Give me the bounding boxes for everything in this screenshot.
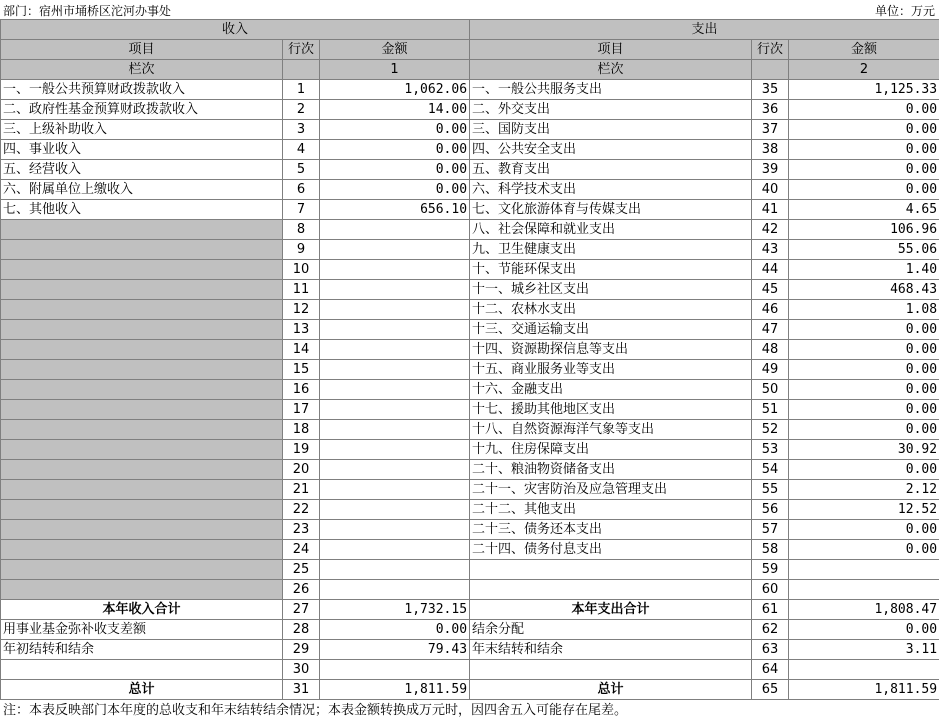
expense-amount: 0.00: [789, 320, 939, 340]
expense-amount: 0.00: [789, 540, 939, 560]
table-row: [1, 80, 939, 100]
expense-line-no: 39: [752, 160, 789, 180]
table-row: [1, 480, 939, 500]
income-line-no: 3: [283, 120, 320, 140]
income-amount: 14.00: [320, 100, 470, 120]
column-header-row: [1, 40, 939, 60]
income-line-no: 19: [283, 440, 320, 460]
report-header: [0, 0, 939, 19]
income-item: [1, 560, 283, 580]
expense-item: 二十、粮油物资储备支出: [470, 460, 752, 480]
expense-item: 十七、援助其他地区支出: [470, 400, 752, 420]
income-amount: [320, 380, 470, 400]
expense-amount: 0.00: [789, 100, 939, 120]
expense-item: 四、公共安全支出: [470, 140, 752, 160]
income-column-index-label: 栏次: [1, 60, 283, 80]
income-amount: [320, 360, 470, 380]
income-amount: 0.00: [320, 120, 470, 140]
table-row: [1, 300, 939, 320]
expense-amount: 1,125.33: [789, 80, 939, 100]
expense-line-no: 54: [752, 460, 789, 480]
adjustment-row: [1, 660, 939, 680]
table-row: [1, 320, 939, 340]
expense-line-no: 40: [752, 180, 789, 200]
income-amount: [320, 420, 470, 440]
expense-item: 十九、住房保障支出: [470, 440, 752, 460]
expense-line-no: 64: [752, 660, 789, 680]
expense-line-header: 行次: [752, 40, 789, 60]
income-item: [1, 320, 283, 340]
income-line-no: 6: [283, 180, 320, 200]
income-subtotal-label: 本年收入合计: [1, 600, 283, 620]
expense-line-no: 38: [752, 140, 789, 160]
expense-item: 九、卫生健康支出: [470, 240, 752, 260]
income-item-header: 项目: [1, 40, 283, 60]
expense-line-no: 58: [752, 540, 789, 560]
table-row: [1, 180, 939, 200]
section-header-row: [1, 20, 939, 40]
expense-item: 十四、资源勘探信息等支出: [470, 340, 752, 360]
income-column-index-blank: [283, 60, 320, 80]
expense-amount: 468.43: [789, 280, 939, 300]
income-line-no: 7: [283, 200, 320, 220]
expense-line-no: 50: [752, 380, 789, 400]
income-subtotal-line-no: 27: [283, 600, 320, 620]
income-line-no: 5: [283, 160, 320, 180]
expense-item: 十五、商业服务业等支出: [470, 360, 752, 380]
expense-line-no: 37: [752, 120, 789, 140]
income-line-no: 12: [283, 300, 320, 320]
income-amount: [320, 220, 470, 240]
expense-item: 十八、自然资源海洋气象等支出: [470, 420, 752, 440]
income-item: 七、其他收入: [1, 200, 283, 220]
income-line-no: 29: [283, 640, 320, 660]
expense-line-no: 44: [752, 260, 789, 280]
income-amount: 79.43: [320, 640, 470, 660]
table-row: [1, 260, 939, 280]
subtotal-row: [1, 600, 939, 620]
expense-item: 七、文化旅游体育与传媒支出: [470, 200, 752, 220]
expense-subtotal-label: 本年支出合计: [470, 600, 752, 620]
income-item: [1, 300, 283, 320]
income-amount: 656.10: [320, 200, 470, 220]
income-item: [1, 420, 283, 440]
income-column-number: 1: [320, 60, 470, 80]
income-item: [1, 500, 283, 520]
income-line-no: 1: [283, 80, 320, 100]
expense-amount: 0.00: [789, 380, 939, 400]
expense-amount: 3.11: [789, 640, 939, 660]
income-amount: [320, 300, 470, 320]
income-item: 五、经营收入: [1, 160, 283, 180]
income-line-no: 13: [283, 320, 320, 340]
income-total-label: 总计: [1, 680, 283, 700]
expense-line-no: 52: [752, 420, 789, 440]
column-index-row: [1, 60, 939, 80]
income-amount: [320, 260, 470, 280]
income-line-no: 26: [283, 580, 320, 600]
adjustment-row: [1, 620, 939, 640]
expense-total-line-no: 65: [752, 680, 789, 700]
income-amount: 0.00: [320, 160, 470, 180]
income-total-line-no: 31: [283, 680, 320, 700]
expense-subtotal-line-no: 61: [752, 600, 789, 620]
expense-item: 二、外交支出: [470, 100, 752, 120]
income-amount: [320, 240, 470, 260]
expense-item: 六、科学技术支出: [470, 180, 752, 200]
income-item: 一、一般公共预算财政拨款收入: [1, 80, 283, 100]
income-line-no: 11: [283, 280, 320, 300]
income-item: [1, 360, 283, 380]
income-line-header: 行次: [283, 40, 320, 60]
expense-item: 二十四、债务付息支出: [470, 540, 752, 560]
expense-column-index-blank: [752, 60, 789, 80]
expense-amount: 55.06: [789, 240, 939, 260]
expense-amount: 0.00: [789, 460, 939, 480]
table-row: [1, 240, 939, 260]
expense-amount: 1.08: [789, 300, 939, 320]
expense-amount: 12.52: [789, 500, 939, 520]
expense-line-no: 36: [752, 100, 789, 120]
table-row: [1, 100, 939, 120]
income-amount: [320, 660, 470, 680]
expense-amount: 106.96: [789, 220, 939, 240]
expense-item: 十三、交通运输支出: [470, 320, 752, 340]
income-line-no: 23: [283, 520, 320, 540]
table-row: [1, 200, 939, 220]
income-amount: [320, 580, 470, 600]
table-row: [1, 280, 939, 300]
income-amount: 0.00: [320, 620, 470, 640]
table-row: [1, 380, 939, 400]
income-item: [1, 580, 283, 600]
expense-amount: 0.00: [789, 360, 939, 380]
expense-item: 五、教育支出: [470, 160, 752, 180]
expense-total-amount: 1,811.59: [789, 680, 939, 700]
expense-column-number: 2: [789, 60, 939, 80]
expense-line-no: 45: [752, 280, 789, 300]
table-row: [1, 540, 939, 560]
table-row: [1, 120, 939, 140]
income-line-no: 2: [283, 100, 320, 120]
expense-item: 八、社会保障和就业支出: [470, 220, 752, 240]
income-item: 三、上级补助收入: [1, 120, 283, 140]
income-line-no: 4: [283, 140, 320, 160]
expense-line-no: 35: [752, 80, 789, 100]
expense-line-no: 57: [752, 520, 789, 540]
expense-item: 年末结转和结余: [470, 640, 752, 660]
income-line-no: 20: [283, 460, 320, 480]
expense-line-no: 43: [752, 240, 789, 260]
expense-line-no: 41: [752, 200, 789, 220]
expense-item: 十、节能环保支出: [470, 260, 752, 280]
expense-amount: [789, 560, 939, 580]
expense-amount: 0.00: [789, 180, 939, 200]
income-expense-table: [0, 19, 939, 700]
expense-line-no: 47: [752, 320, 789, 340]
department-label: 部门：宿州市埇桥区沱河办事处: [3, 4, 172, 18]
income-line-no: 28: [283, 620, 320, 640]
expense-amount: 0.00: [789, 120, 939, 140]
expense-item: 二十二、其他支出: [470, 500, 752, 520]
expense-line-no: 48: [752, 340, 789, 360]
expense-amount: 0.00: [789, 520, 939, 540]
expense-amount: 4.65: [789, 200, 939, 220]
income-amount: [320, 560, 470, 580]
table-row: [1, 160, 939, 180]
income-item: [1, 340, 283, 360]
income-section-header: 收入: [1, 20, 470, 40]
expense-line-no: 59: [752, 560, 789, 580]
expense-amount: 0.00: [789, 160, 939, 180]
expense-amount: 0.00: [789, 400, 939, 420]
income-line-no: 10: [283, 260, 320, 280]
income-item: 二、政府性基金预算财政拨款收入: [1, 100, 283, 120]
expense-line-no: 49: [752, 360, 789, 380]
income-line-no: 22: [283, 500, 320, 520]
income-amount: [320, 340, 470, 360]
expense-amount: 30.92: [789, 440, 939, 460]
income-item: 四、事业收入: [1, 140, 283, 160]
income-item: [1, 520, 283, 540]
expense-item: [470, 560, 752, 580]
income-item: [1, 240, 283, 260]
table-row: [1, 360, 939, 380]
income-item: 年初结转和结余: [1, 640, 283, 660]
expense-item: 十六、金融支出: [470, 380, 752, 400]
unit-label: 单位：万元: [874, 4, 935, 18]
income-line-no: 25: [283, 560, 320, 580]
expense-subtotal-amount: 1,808.47: [789, 600, 939, 620]
adjustment-row: [1, 640, 939, 660]
expense-line-no: 60: [752, 580, 789, 600]
expense-line-no: 63: [752, 640, 789, 660]
expense-item: 十一、城乡社区支出: [470, 280, 752, 300]
income-amount: 0.00: [320, 180, 470, 200]
expense-amount: 0.00: [789, 620, 939, 640]
expense-amount: 0.00: [789, 140, 939, 160]
income-line-no: 14: [283, 340, 320, 360]
income-amount: 0.00: [320, 140, 470, 160]
income-amount: [320, 500, 470, 520]
income-amount: [320, 540, 470, 560]
expense-item: 结余分配: [470, 620, 752, 640]
income-total-amount: 1,811.59: [320, 680, 470, 700]
income-amount: [320, 440, 470, 460]
expense-line-no: 56: [752, 500, 789, 520]
income-item: [1, 280, 283, 300]
expense-amount: 0.00: [789, 340, 939, 360]
total-row: [1, 680, 939, 700]
income-amount: 1,062.06: [320, 80, 470, 100]
income-line-no: 16: [283, 380, 320, 400]
income-line-no: 30: [283, 660, 320, 680]
income-item: [1, 400, 283, 420]
expense-amount: [789, 580, 939, 600]
table-row: [1, 580, 939, 600]
expense-item: 十二、农林水支出: [470, 300, 752, 320]
income-subtotal-amount: 1,732.15: [320, 600, 470, 620]
expense-line-no: 46: [752, 300, 789, 320]
expense-line-no: 55: [752, 480, 789, 500]
table-row: [1, 340, 939, 360]
income-amount: [320, 520, 470, 540]
expense-amount: [789, 660, 939, 680]
table-row: [1, 220, 939, 240]
table-row: [1, 140, 939, 160]
expense-section-header: 支出: [470, 20, 939, 40]
income-item: [1, 660, 283, 680]
expense-amount: 1.40: [789, 260, 939, 280]
income-item: 用事业基金弥补收支差额: [1, 620, 283, 640]
table-row: [1, 500, 939, 520]
income-item: [1, 460, 283, 480]
income-line-no: 24: [283, 540, 320, 560]
income-item: 六、附属单位上缴收入: [1, 180, 283, 200]
income-item: [1, 480, 283, 500]
expense-amount: 2.12: [789, 480, 939, 500]
expense-amount-header: 金额: [789, 40, 939, 60]
income-amount-header: 金额: [320, 40, 470, 60]
expense-item: 一、一般公共服务支出: [470, 80, 752, 100]
income-line-no: 15: [283, 360, 320, 380]
income-item: [1, 220, 283, 240]
expense-item: 二十三、债务还本支出: [470, 520, 752, 540]
table-row: [1, 440, 939, 460]
expense-line-no: 51: [752, 400, 789, 420]
income-amount: [320, 320, 470, 340]
table-row: [1, 560, 939, 580]
table-row: [1, 420, 939, 440]
expense-item: [470, 580, 752, 600]
income-amount: [320, 480, 470, 500]
table-row: [1, 400, 939, 420]
income-amount: [320, 400, 470, 420]
expense-line-no: 53: [752, 440, 789, 460]
income-item: [1, 260, 283, 280]
income-item: [1, 380, 283, 400]
expense-item: [470, 660, 752, 680]
table-row: [1, 460, 939, 480]
expense-amount: 0.00: [789, 420, 939, 440]
table-row: [1, 520, 939, 540]
expense-item: 二十一、灾害防治及应急管理支出: [470, 480, 752, 500]
expense-item-header: 项目: [470, 40, 752, 60]
income-line-no: 18: [283, 420, 320, 440]
income-line-no: 21: [283, 480, 320, 500]
income-line-no: 17: [283, 400, 320, 420]
income-item: [1, 540, 283, 560]
expense-item: 三、国防支出: [470, 120, 752, 140]
income-line-no: 8: [283, 220, 320, 240]
expense-column-index-label: 栏次: [470, 60, 752, 80]
expense-line-no: 62: [752, 620, 789, 640]
income-line-no: 9: [283, 240, 320, 260]
income-amount: [320, 460, 470, 480]
footnote: 注：本表反映部门本年度的总收支和年末结转结余情况；本表金额转换成万元时，因四舍五入可能存在尾差。: [3, 703, 628, 718]
expense-line-no: 42: [752, 220, 789, 240]
expense-total-label: 总计: [470, 680, 752, 700]
income-amount: [320, 280, 470, 300]
income-item: [1, 440, 283, 460]
